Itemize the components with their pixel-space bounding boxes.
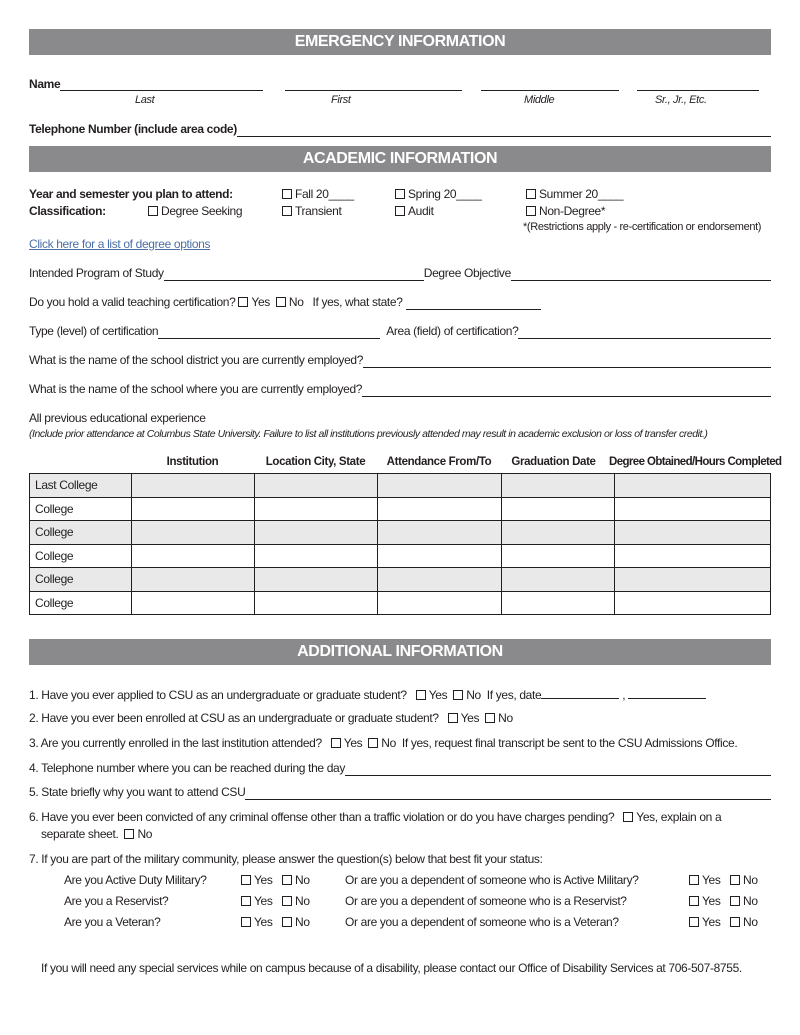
question-5: 5. State briefly why you want to attend CSU [29, 785, 246, 799]
military-dependent-no-checkbox[interactable]: No [730, 914, 758, 930]
spring-checkbox[interactable]: Spring 20____ [395, 186, 482, 202]
cert-question: Do you hold a valid teaching certification? [29, 295, 236, 309]
row-label: College [30, 497, 132, 521]
table-cell[interactable] [255, 521, 378, 545]
q6-yes-checkbox[interactable]: Yes, explain on a [623, 810, 721, 824]
military-self-no-checkbox[interactable]: No [282, 914, 310, 930]
q1-date-field-2[interactable] [628, 686, 706, 699]
type-field[interactable] [158, 326, 380, 339]
col-graduation: Graduation Date [511, 456, 596, 468]
q1-date-field[interactable] [541, 686, 619, 699]
military-dependent-yes-checkbox[interactable]: Yes [689, 893, 721, 909]
transient-checkbox[interactable]: Transient [282, 203, 341, 219]
previous-label: All previous educational experience [29, 411, 206, 425]
military-self-no-checkbox[interactable]: No [282, 872, 310, 888]
additional-header: ADDITIONAL INFORMATION [29, 639, 771, 665]
academic-header: ACADEMIC INFORMATION [29, 146, 771, 172]
military-question: Are you Active Duty Military? [64, 873, 207, 887]
table-cell[interactable] [378, 521, 502, 545]
school-field[interactable] [362, 384, 771, 397]
table-cell[interactable] [378, 544, 502, 568]
disability-note: If you will need any special services while on campus because of a disability, please contact our Office of Disability Services at 706-507-8755. [41, 961, 742, 975]
district-field[interactable] [363, 355, 771, 368]
table-cell[interactable] [132, 521, 255, 545]
table-row [30, 521, 771, 545]
table-cell[interactable] [615, 544, 771, 568]
col-degree: Degree Obtained/Hours Completed [609, 456, 782, 468]
previous-note: (Include prior attendance at Columbus State University. Failure to list all institutions previously attended may result in academic exclusion or loss of transfer credit.) [29, 428, 708, 440]
summer-checkbox[interactable]: Summer 20____ [526, 186, 623, 202]
school-label: What is the name of the school where you are currently employed? [29, 382, 363, 396]
first-caption: First [331, 94, 351, 106]
q1-no-checkbox[interactable]: No [453, 688, 481, 702]
question-3: 3. Are you currently enrolled in the last institution attended? Yes No If yes, request final transcript be sent to the CSU Admissions Office. [29, 736, 738, 750]
telephone-field[interactable] [237, 124, 771, 137]
table-cell[interactable] [132, 568, 255, 592]
row-label: Last College [30, 474, 132, 498]
last-caption: Last [135, 94, 155, 106]
program-field[interactable] [164, 268, 424, 281]
q1-yes-checkbox[interactable]: Yes [416, 688, 448, 702]
area-field[interactable] [518, 326, 771, 339]
table-row [30, 591, 771, 615]
table-cell[interactable] [502, 544, 615, 568]
state-field[interactable] [406, 297, 541, 310]
area-label: Area (field) of certification? [386, 324, 519, 338]
military-dependent-no-checkbox[interactable]: No [730, 872, 758, 888]
table-row [30, 568, 771, 592]
question-6: 6. Have you ever been convicted of any criminal offense other than a traffic violation or do you have charges pending? Yes, explain on a [29, 810, 722, 824]
table-cell[interactable] [502, 474, 615, 498]
military-self-yes-checkbox[interactable]: Yes [241, 893, 273, 909]
state-label: If yes, what state? [312, 295, 403, 309]
col-attendance: Attendance From/To [386, 456, 492, 468]
q2-yes-checkbox[interactable]: Yes [448, 711, 480, 725]
col-institution: Institution [166, 456, 219, 468]
military-self-yes-checkbox[interactable]: Yes [241, 914, 273, 930]
table-row [30, 474, 771, 498]
district-label: What is the name of the school district you are currently employed? [29, 353, 364, 367]
military-question: Are you a Reservist? [64, 894, 169, 908]
cert-yes-checkbox[interactable]: Yes [238, 294, 270, 310]
q2-no-checkbox[interactable]: No [485, 711, 513, 725]
q3-no-checkbox[interactable]: No [368, 736, 396, 750]
row-label: College [30, 544, 132, 568]
table-cell[interactable] [615, 591, 771, 615]
q4-field[interactable] [345, 763, 771, 776]
row-label: College [30, 568, 132, 592]
objective-label: Degree Objective [423, 266, 511, 280]
row-label: College [30, 591, 132, 615]
table-cell[interactable] [255, 474, 378, 498]
question-7: 7. If you are part of the military community, please answer the question(s) below that best fit your status: [29, 852, 543, 866]
last-name-field[interactable] [60, 78, 263, 91]
emergency-header: EMERGENCY INFORMATION [29, 29, 771, 55]
year-label: Year and semester you plan to attend: [29, 187, 233, 201]
military-dependent-question: Or are you a dependent of someone who is a Veteran? [345, 915, 619, 929]
table-cell[interactable] [255, 568, 378, 592]
table-cell[interactable] [378, 474, 502, 498]
military-self-yes-checkbox[interactable]: Yes [241, 872, 273, 888]
classification-label: Classification: [29, 204, 106, 218]
question-6-cont: separate sheet. No [41, 827, 153, 841]
military-self-no-checkbox[interactable]: No [282, 893, 310, 909]
restrictions-note: *(Restrictions apply - re-certification or endorsement) [523, 221, 762, 233]
table-cell[interactable] [255, 497, 378, 521]
middle-caption: Middle [524, 94, 555, 106]
table-cell[interactable] [615, 521, 771, 545]
table-cell[interactable] [255, 591, 378, 615]
telephone-label: Telephone Number (include area code) [29, 122, 237, 136]
military-dependent-yes-checkbox[interactable]: Yes [689, 872, 721, 888]
degree-options-link[interactable]: Click here for a list of degree options [29, 237, 211, 251]
question-2: 2. Have you ever been enrolled at CSU as an undergraduate or graduate student? Yes No [29, 711, 513, 725]
program-label: Intended Program of Study [29, 266, 164, 280]
table-cell[interactable] [132, 474, 255, 498]
non-degree-checkbox[interactable]: Non-Degree* [526, 203, 605, 219]
middle-name-field[interactable] [481, 78, 619, 91]
first-name-field[interactable] [285, 78, 462, 91]
q3-yes-checkbox[interactable]: Yes [331, 736, 363, 750]
table-cell[interactable] [502, 497, 615, 521]
table-cell[interactable] [378, 568, 502, 592]
table-cell[interactable] [132, 544, 255, 568]
military-dependent-question: Or are you a dependent of someone who is a Reservist? [345, 894, 627, 908]
row-label: College [30, 521, 132, 545]
degree-seeking-checkbox[interactable]: Degree Seeking [148, 203, 242, 219]
table-cell[interactable] [378, 497, 502, 521]
table-cell[interactable] [502, 568, 615, 592]
table-cell[interactable] [378, 591, 502, 615]
q5-field[interactable] [245, 787, 771, 800]
table-cell[interactable] [615, 568, 771, 592]
table-row [30, 497, 771, 521]
objective-field[interactable] [511, 268, 771, 281]
military-dependent-question: Or are you a dependent of someone who is Active Military? [345, 873, 639, 887]
q6-no-checkbox[interactable]: No [124, 827, 152, 841]
military-dependent-yes-checkbox[interactable]: Yes [689, 914, 721, 930]
question-1: 1. Have you ever applied to CSU as an undergraduate or graduate student? Yes No If yes, date , [29, 686, 706, 703]
question-4: 4. Telephone number where you can be reached during the day [29, 761, 346, 775]
table-cell[interactable] [132, 497, 255, 521]
table-cell[interactable] [502, 591, 615, 615]
table-row [30, 544, 771, 568]
fall-checkbox[interactable]: Fall 20____ [282, 186, 354, 202]
table-cell[interactable] [132, 591, 255, 615]
audit-checkbox[interactable]: Audit [395, 203, 434, 219]
suffix-caption: Sr., Jr., Etc. [655, 94, 707, 106]
table-cell[interactable] [502, 521, 615, 545]
type-label: Type (level) of certification [29, 324, 159, 338]
suffix-field[interactable] [637, 78, 759, 91]
education-table [29, 473, 771, 615]
military-dependent-no-checkbox[interactable]: No [730, 893, 758, 909]
table-cell[interactable] [615, 497, 771, 521]
cert-no-checkbox[interactable]: No [276, 294, 304, 310]
name-label: Name [29, 77, 61, 91]
table-cell[interactable] [255, 544, 378, 568]
military-question: Are you a Veteran? [64, 915, 161, 929]
table-cell[interactable] [615, 474, 771, 498]
col-location: Location City, State [265, 456, 366, 468]
